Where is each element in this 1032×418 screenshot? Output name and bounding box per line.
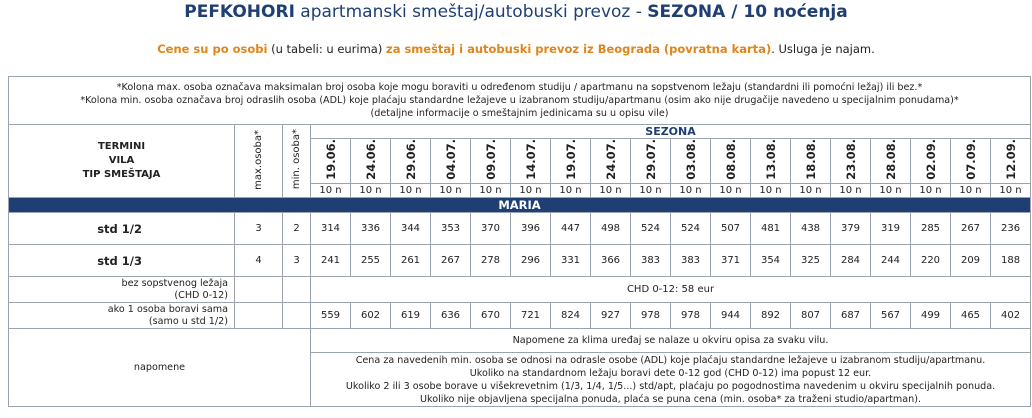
date-header: 02.09. — [911, 139, 951, 184]
pricing-note-line: Cena za navedenih min. osoba se odnosi na odrasle osobe (ADL) koje plaćaju standardne ležajeve u izabranom studiju/apartmanu. — [355, 354, 986, 366]
price-cell: 524 — [631, 213, 671, 245]
page-title: PEFKOHORI apartmanski smeštaj/autobuski prevoz - SEZONA / 10 noćenja — [184, 2, 848, 22]
price-cell: 314 — [311, 213, 351, 245]
legend-note: *Kolona max. osoba označava maksimalan broj osoba koje mogu boraviti u određenom studiju / apartmanu na sopstvenom ležaju (standardni ili pomoćni ležaj) ili bez.* — [116, 82, 923, 93]
legend-note: (detaljne informacije o smeštajnim jedinicama su u opisu vile) — [370, 108, 669, 119]
nights-cell: 10 n — [911, 184, 951, 198]
nights-cell: 10 n — [351, 184, 391, 198]
nights-cell: 10 n — [751, 184, 791, 198]
date-header: 29.06. — [391, 139, 431, 184]
date-header: 29.07. — [631, 139, 671, 184]
child-without-bed-price: CHD 0-12: 58 eur — [311, 277, 1031, 303]
date-header: 28.08. — [871, 139, 911, 184]
price-cell: 366 — [591, 245, 631, 277]
price-cell: 396 — [511, 213, 551, 245]
max-persons-value: 3 — [235, 213, 283, 245]
date-header: 13.08. — [751, 139, 791, 184]
pricing-note-line: Ukoliko na standardnom ležaju boravi dete 0-12 god (CHD 0-12) ima popust 12 eur. — [469, 367, 872, 379]
price-cell: 447 — [551, 213, 591, 245]
price-cell: 927 — [591, 303, 631, 329]
price-cell: 481 — [751, 213, 791, 245]
date-header: 19.07. — [551, 139, 591, 184]
empty-cell — [283, 303, 311, 329]
nights-cell: 10 n — [511, 184, 551, 198]
room-row — [9, 245, 1031, 277]
header-min-persons: min. osoba* — [283, 125, 311, 198]
pricing-notes — [311, 353, 1031, 407]
price-cell: 944 — [711, 303, 751, 329]
price-cell: 379 — [831, 213, 871, 245]
min-persons-value: 2 — [283, 213, 311, 245]
date-header: 24.07. — [591, 139, 631, 184]
price-cell: 602 — [351, 303, 391, 329]
price-subtitle: Cene su po osobi (u tabeli: u eurima) za smeštaj i autobuski prevoz iz Beograda (povratna karta). Usluga je najam. — [157, 42, 875, 56]
header-termini: TERMINI VILA TIP SMEŠTAJA — [9, 125, 235, 198]
nights-cell: 10 n — [551, 184, 591, 198]
price-cell: 383 — [631, 245, 671, 277]
price-cell: 354 — [751, 245, 791, 277]
price-cell: 402 — [991, 303, 1031, 329]
nights-cell: 10 n — [471, 184, 511, 198]
price-cell: 978 — [671, 303, 711, 329]
notes-row — [9, 329, 1031, 353]
legend-notes — [9, 77, 1031, 125]
max-persons-value: 4 — [235, 245, 283, 277]
nights-cell: 10 n — [871, 184, 911, 198]
price-cell: 325 — [791, 245, 831, 277]
date-header: 23.08. — [831, 139, 871, 184]
price-cell: 383 — [671, 245, 711, 277]
price-cell: 636 — [431, 303, 471, 329]
price-cell: 687 — [831, 303, 871, 329]
nights-cell: 10 n — [711, 184, 751, 198]
price-cell: 978 — [631, 303, 671, 329]
price-cell: 824 — [551, 303, 591, 329]
nights-cell: 10 n — [431, 184, 471, 198]
price-cell: 344 — [391, 213, 431, 245]
price-cell: 319 — [871, 213, 911, 245]
notes-label: napomene — [9, 329, 311, 407]
price-cell: 499 — [911, 303, 951, 329]
nights-cell: 10 n — [591, 184, 631, 198]
date-header: 08.08. — [711, 139, 751, 184]
price-cell: 670 — [471, 303, 511, 329]
nights-cell: 10 n — [671, 184, 711, 198]
price-cell: 261 — [391, 245, 431, 277]
room-row — [9, 213, 1031, 245]
price-cell: 331 — [551, 245, 591, 277]
price-cell: 285 — [911, 213, 951, 245]
villa-name: MARIA — [9, 198, 1031, 213]
price-cell: 255 — [351, 245, 391, 277]
price-cell: 220 — [911, 245, 951, 277]
price-cell: 559 — [311, 303, 351, 329]
nights-cell: 10 n — [831, 184, 871, 198]
date-header: 09.07. — [471, 139, 511, 184]
price-cell: 567 — [871, 303, 911, 329]
nights-cell: 10 n — [631, 184, 671, 198]
price-cell: 267 — [431, 245, 471, 277]
date-header: 14.07. — [511, 139, 551, 184]
price-cell: 236 — [991, 213, 1031, 245]
pricing-note-line: Ukoliko 2 ili 3 osobe borave u višekrevetnim (1/3, 1/4, 1/5...) std/apt, plaćaju po pogodnostima navedenim u okviru specijalnih ponuda. — [345, 380, 996, 392]
nights-cell: 10 n — [791, 184, 831, 198]
price-cell: 524 — [671, 213, 711, 245]
empty-cell — [283, 277, 311, 303]
date-header: 07.09. — [951, 139, 991, 184]
pricing-note-line: Ukoliko nije objavljena specijalna ponuda, plaća se puna cena (min. osoba* za traženi studio/apartman). — [420, 393, 921, 405]
date-header: 03.08. — [671, 139, 711, 184]
price-cell: 507 — [711, 213, 751, 245]
season-label: SEZONA — [311, 125, 1031, 139]
legend-note: *Kolona min. osoba označava broj odraslih osoba (ADL) koje plaćaju standardne ležajeve u izabranom studiju/apartmanu (osim ako nije drugačije navedeno u specijalnim ponudama)* — [80, 95, 959, 106]
price-cell: 721 — [511, 303, 551, 329]
nights-cell: 10 n — [311, 184, 351, 198]
single-occupancy-label: ako 1 osoba boravi sama (samo u std 1/2) — [9, 303, 235, 329]
price-cell: 209 — [951, 245, 991, 277]
room-type: std 1/3 — [9, 245, 235, 277]
price-cell: 498 — [591, 213, 631, 245]
price-cell: 296 — [511, 245, 551, 277]
price-cell: 438 — [791, 213, 831, 245]
price-cell: 353 — [431, 213, 471, 245]
room-type: std 1/2 — [9, 213, 235, 245]
date-header: 24.06. — [351, 139, 391, 184]
price-cell: 370 — [471, 213, 511, 245]
date-header: 19.06. — [311, 139, 351, 184]
price-cell: 241 — [311, 245, 351, 277]
price-cell: 371 — [711, 245, 751, 277]
ac-note: Napomene za klima uređaj se nalaze u okviru opisa za svaku vilu. — [311, 329, 1031, 353]
child-without-bed-row — [9, 277, 1031, 303]
header-max-persons: max.osoba* — [235, 125, 283, 198]
price-cell: 807 — [791, 303, 831, 329]
nights-cell: 10 n — [951, 184, 991, 198]
price-cell: 267 — [951, 213, 991, 245]
price-cell: 619 — [391, 303, 431, 329]
price-cell: 892 — [751, 303, 791, 329]
price-cell: 284 — [831, 245, 871, 277]
child-without-bed-label: bez sopstvenog ležaja (CHD 0-12) — [9, 277, 235, 303]
nights-cell: 10 n — [391, 184, 431, 198]
date-header: 04.07. — [431, 139, 471, 184]
price-table — [8, 76, 1031, 407]
price-cell: 465 — [951, 303, 991, 329]
empty-cell — [235, 277, 283, 303]
single-occupancy-row — [9, 303, 1031, 329]
price-cell: 336 — [351, 213, 391, 245]
price-cell: 278 — [471, 245, 511, 277]
date-header: 18.08. — [791, 139, 831, 184]
price-cell: 244 — [871, 245, 911, 277]
date-header: 12.09. — [991, 139, 1031, 184]
min-persons-value: 3 — [283, 245, 311, 277]
price-cell: 188 — [991, 245, 1031, 277]
nights-cell: 10 n — [991, 184, 1031, 198]
empty-cell — [235, 303, 283, 329]
